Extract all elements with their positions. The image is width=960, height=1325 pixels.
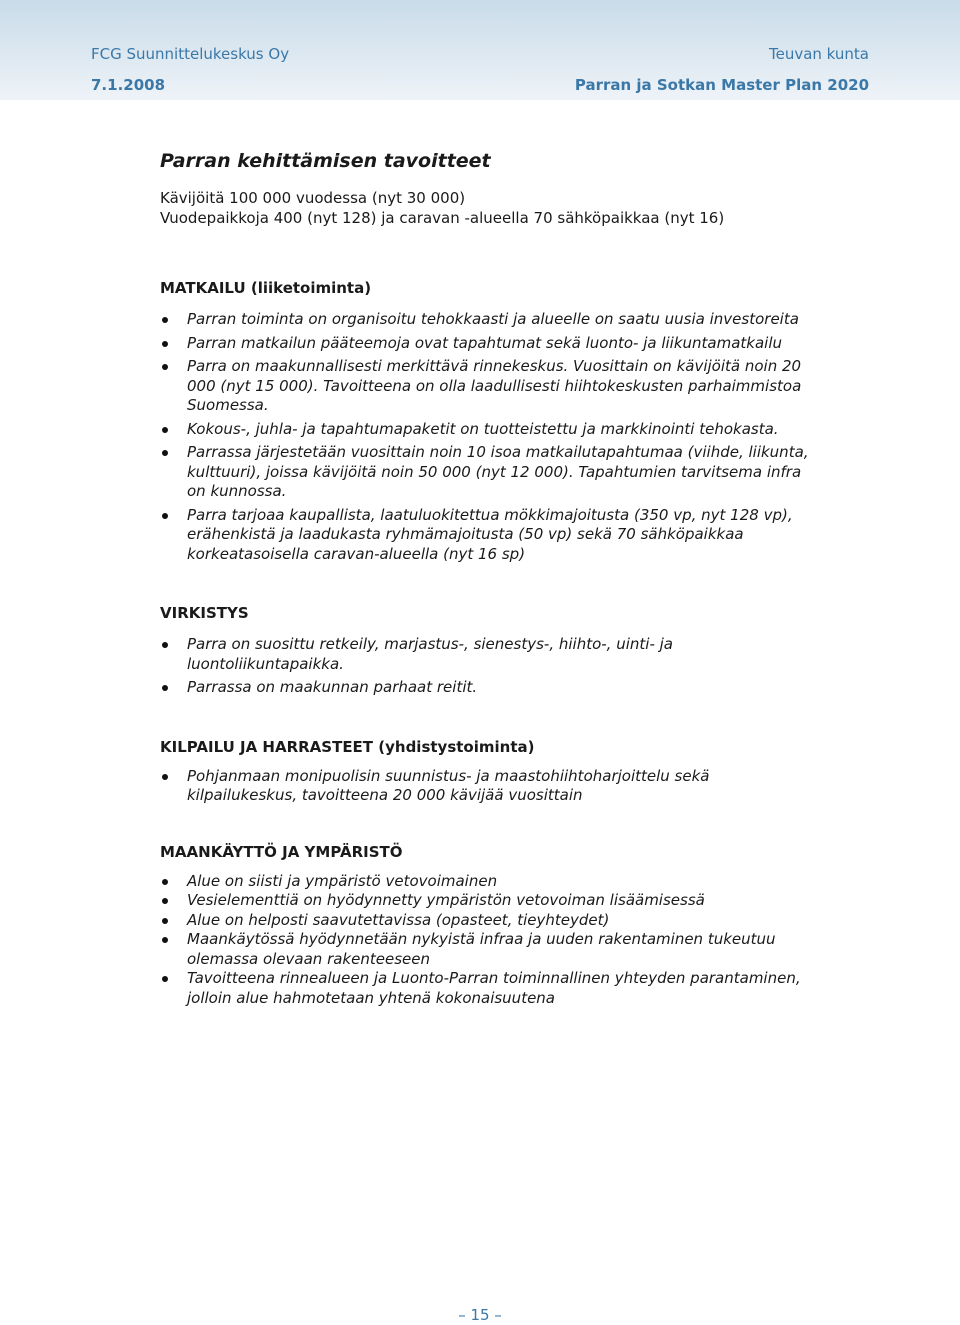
- list-item: Maankäytössä hyödynnetään nykyistä infraa ja uuden rakentaminen tukeutuu olemassa olevaan rakenteeseen: [160, 930, 810, 969]
- kilpailu-list: [160, 767, 810, 806]
- list-item: Tavoitteena rinnealueen ja Luonto-Parran toiminnallinen yhteyden parantaminen, jolloin alue hahmotetaan yhtenä kokonaisuutena: [160, 969, 810, 1008]
- header-date: 7.1.2008: [91, 76, 166, 94]
- list-item: Parra on maakunnallisesti merkittävä rinnekeskus. Vuosittain on kävijöitä noin 20 000 (nyt 15 000). Tavoitteena on olla laadullisesti hiihtokeskusten parhaimmistoa Suomessa.: [160, 357, 810, 416]
- section-title-matkailu: MATKAILU (liiketoiminta): [160, 279, 372, 297]
- document-body: [160, 150, 810, 1008]
- list-item: Parran toiminta on organisoitu tehokkaasti ja alueelle on saatu uusia investoreita: [160, 310, 810, 330]
- section-title-virkistys: VIRKISTYS: [160, 604, 249, 622]
- header-municipality: Teuvan kunta: [768, 45, 869, 63]
- section-title-maankaytto: MAANKÄYTTÖ JA YMPÄRISTÖ: [160, 842, 403, 861]
- page-number: – 15 –: [458, 1306, 502, 1324]
- section-title-kilpailu: KILPAILU JA HARRASTEET (yhdistystoiminta): [160, 737, 535, 756]
- goal-line: Vuodepaikkoja 400 (nyt 128) ja caravan -alueella 70 sähköpaikkaa (nyt 16): [160, 209, 725, 227]
- virkistys-list: [160, 635, 810, 698]
- list-item: Parrassa on maakunnan parhaat reitit.: [160, 678, 810, 698]
- list-item: Kokous-, juhla- ja tapahtumapaketit on tuotteistettu ja markkinointi tehokasta.: [160, 420, 810, 440]
- matkailu-list: [160, 310, 810, 564]
- page-header: [0, 0, 960, 100]
- list-item: Pohjanmaan monipuolisin suunnistus- ja maastohiihtoharjoittelu sekä kilpailukeskus, tavoitteena 20 000 kävijää vuosittain: [160, 767, 810, 806]
- list-item: Parran matkailun pääteemoja ovat tapahtumat sekä luonto- ja liikuntamatkailu: [160, 334, 810, 354]
- list-item: Parra tarjoaa kaupallista, laatuluokitettua mökkimajoitusta (350 vp, nyt 128 vp), erähenkistä ja laadukasta ryhmämajoitusta (50 vp) sekä 70 sähköpaikkaa korkeatasoisella caravan-alueella (nyt 16 sp): [160, 506, 810, 565]
- list-item: Parrassa järjestetään vuosittain noin 10 isoa matkailutapahtumaa (viihde, liikunta, kulttuuri), joissa kävijöitä noin 50 000 (nyt 12 000). Tapahtumien tarvitsema infra on kunnossa.: [160, 443, 810, 502]
- list-item: Alue on helposti saavutettavissa (opasteet, tieyhteydet): [160, 911, 810, 931]
- header-plan-title: Parran ja Sotkan Master Plan 2020: [574, 76, 869, 94]
- list-item: Vesielementtiä on hyödynnetty ympäristön vetovoiman lisäämisessä: [160, 891, 810, 911]
- header-company: FCG Suunnittelukeskus Oy: [91, 45, 290, 63]
- maankaytto-list: [160, 872, 810, 1009]
- goals-title: Parran kehittämisen tavoitteet: [160, 150, 491, 172]
- goal-line: Kävijöitä 100 000 vuodessa (nyt 30 000): [160, 189, 466, 207]
- list-item: Parra on suosittu retkeily, marjastus-, sienestys-, hiihto-, uinti- ja luontoliikuntapaikka.: [160, 635, 810, 674]
- list-item: Alue on siisti ja ympäristö vetovoimainen: [160, 872, 810, 892]
